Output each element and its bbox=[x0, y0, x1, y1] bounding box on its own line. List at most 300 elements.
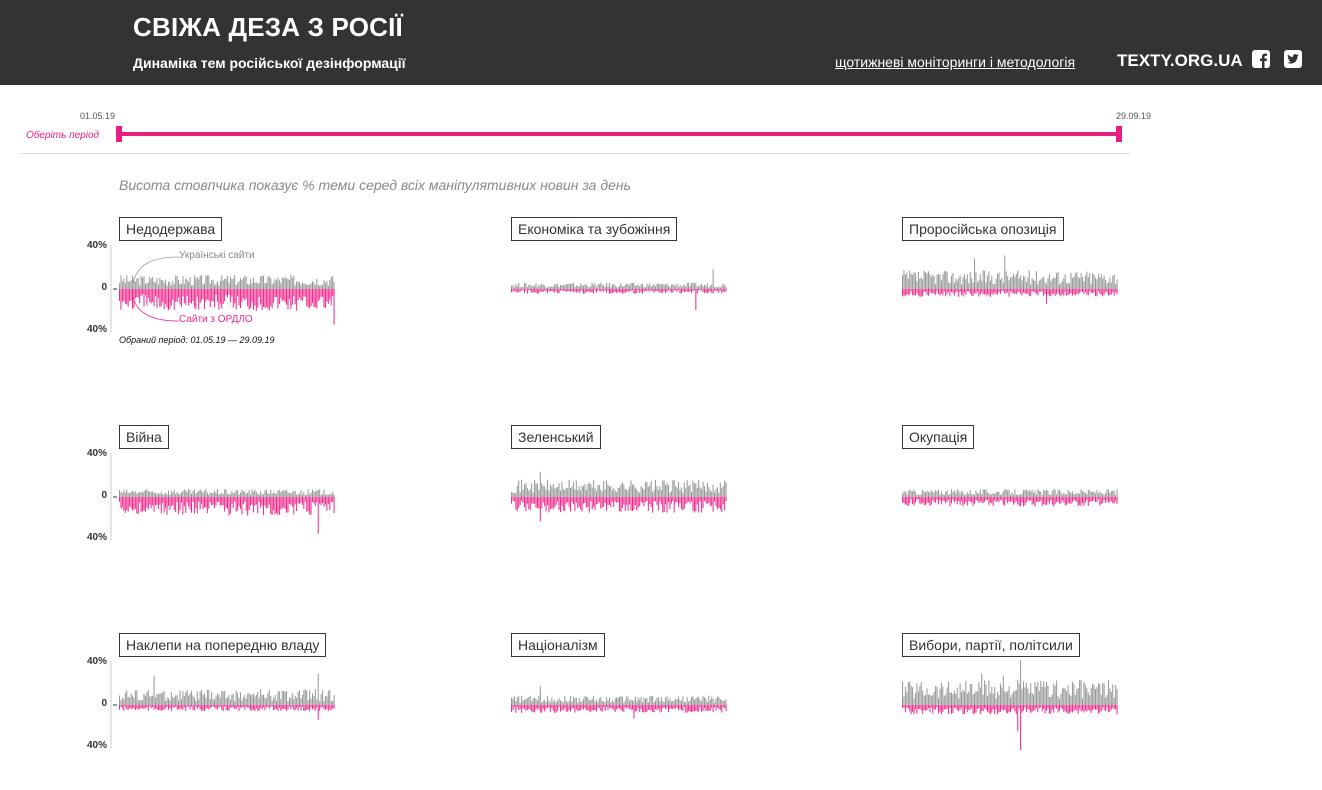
bar-ua bbox=[988, 681, 989, 705]
bar-ordlo bbox=[1086, 705, 1087, 712]
bar-ua bbox=[945, 271, 946, 289]
bar-ordlo bbox=[515, 705, 516, 713]
bar-ordlo bbox=[659, 289, 660, 293]
bar-ordlo bbox=[289, 705, 290, 707]
bar-ua bbox=[249, 490, 250, 497]
bar-ordlo bbox=[156, 289, 157, 308]
bar-ordlo bbox=[308, 705, 309, 709]
bar-ua bbox=[551, 697, 552, 705]
bar-ordlo bbox=[191, 497, 192, 513]
bar-ua bbox=[1014, 489, 1015, 497]
bar-ua bbox=[122, 698, 123, 706]
bar-ordlo bbox=[546, 289, 547, 291]
header-bar bbox=[0, 0, 1322, 85]
bar-ordlo bbox=[293, 289, 294, 296]
bar-ua bbox=[247, 284, 248, 289]
bar-ua bbox=[276, 280, 277, 289]
bar-ua bbox=[128, 493, 129, 497]
bar-ua bbox=[912, 687, 913, 705]
bar-ua bbox=[1075, 494, 1076, 497]
bar-ua bbox=[1004, 255, 1005, 289]
bar-ua bbox=[1030, 285, 1031, 290]
bar-ua bbox=[1109, 493, 1110, 497]
bar-ordlo bbox=[1059, 705, 1060, 711]
bar-ua bbox=[1052, 279, 1053, 289]
bar-ordlo bbox=[169, 497, 170, 510]
bar-ordlo bbox=[994, 705, 995, 714]
bar-ua bbox=[277, 490, 278, 497]
bar-ordlo bbox=[198, 289, 199, 310]
bar-ua bbox=[159, 693, 160, 705]
bar-ua bbox=[721, 488, 722, 497]
bar-ua bbox=[148, 491, 149, 497]
bar-ua bbox=[646, 284, 647, 289]
bar-ordlo bbox=[145, 289, 146, 295]
bar-ua bbox=[620, 485, 621, 497]
bar-ua bbox=[1045, 282, 1046, 289]
bar-ordlo bbox=[322, 497, 323, 503]
bar-ua bbox=[185, 490, 186, 497]
bar-ua bbox=[671, 285, 672, 289]
bar-ua bbox=[631, 481, 632, 498]
bar-ua bbox=[641, 697, 642, 705]
bar-ua bbox=[1009, 280, 1010, 289]
bar-ordlo bbox=[577, 497, 578, 508]
bar-ua bbox=[1063, 278, 1064, 289]
bar-ordlo bbox=[233, 289, 234, 307]
bar-ordlo bbox=[266, 705, 267, 707]
bar-ordlo bbox=[214, 497, 215, 508]
bar-ua bbox=[668, 485, 669, 497]
bar-ua bbox=[909, 271, 910, 289]
bar-ordlo bbox=[671, 705, 672, 709]
bar-ua bbox=[218, 494, 219, 497]
bar-ordlo bbox=[1081, 705, 1082, 711]
bar-ordlo bbox=[240, 497, 241, 509]
bar-ua bbox=[700, 487, 701, 497]
bar-ordlo bbox=[175, 289, 176, 302]
bar-ua bbox=[159, 494, 160, 497]
bar-ua bbox=[326, 494, 327, 497]
bar-ua bbox=[184, 696, 185, 705]
bar-ua bbox=[671, 701, 672, 705]
bar-ua bbox=[658, 284, 659, 289]
bar-ordlo bbox=[200, 705, 201, 709]
bar-ua bbox=[1078, 688, 1079, 705]
bar-ordlo bbox=[1052, 705, 1053, 710]
bar-ua bbox=[230, 277, 231, 289]
bar-ordlo bbox=[1037, 289, 1038, 295]
bar-ordlo bbox=[649, 289, 650, 292]
bar-ordlo bbox=[903, 497, 904, 503]
bar-ua bbox=[221, 493, 222, 497]
bar-ua bbox=[919, 686, 920, 705]
bar-ua bbox=[119, 490, 120, 497]
bar-ua bbox=[1075, 695, 1076, 705]
bar-ordlo bbox=[550, 497, 551, 509]
bar-ordlo bbox=[590, 497, 591, 501]
bar-ordlo bbox=[929, 497, 930, 506]
bar-ua bbox=[1037, 682, 1038, 705]
bar-ua bbox=[646, 698, 647, 705]
bar-ordlo bbox=[1117, 497, 1118, 504]
bar-ordlo bbox=[177, 705, 178, 710]
bar-ordlo bbox=[1009, 497, 1010, 501]
twitter-icon[interactable] bbox=[1284, 50, 1302, 68]
bar-ua bbox=[520, 287, 521, 289]
bar-ua bbox=[1030, 683, 1031, 705]
bar-ua bbox=[603, 481, 604, 497]
bar-ordlo bbox=[295, 497, 296, 504]
bar-ordlo bbox=[207, 705, 208, 708]
bar-ordlo bbox=[567, 497, 568, 502]
bar-ordlo bbox=[587, 497, 588, 507]
bar-ua bbox=[593, 696, 594, 705]
bar-ua bbox=[1036, 271, 1037, 289]
bar-ua bbox=[237, 693, 238, 705]
bar-ua bbox=[980, 490, 981, 497]
methodology-link[interactable]: щотижневі моніторинги і методологія bbox=[835, 54, 1076, 70]
bar-ua bbox=[645, 482, 646, 497]
bar-ua bbox=[138, 278, 139, 289]
bar-ordlo bbox=[128, 705, 129, 710]
chart-panel bbox=[86, 425, 351, 565]
bar-ordlo bbox=[643, 289, 644, 292]
bar-ua bbox=[290, 275, 291, 289]
bar-ua bbox=[287, 701, 288, 705]
bar-ua bbox=[929, 274, 930, 289]
bar-ordlo bbox=[674, 705, 675, 709]
bar-ordlo bbox=[230, 497, 231, 514]
bar-ua bbox=[903, 270, 904, 289]
bar-ordlo bbox=[541, 497, 542, 509]
bar-ordlo bbox=[210, 497, 211, 502]
bar-ordlo bbox=[1017, 497, 1018, 504]
bar-ordlo bbox=[981, 289, 982, 293]
bar-ua bbox=[1037, 284, 1038, 289]
bar-ua bbox=[326, 281, 327, 289]
bar-ordlo bbox=[525, 497, 526, 511]
bar-ordlo bbox=[1108, 289, 1109, 295]
bar-ordlo bbox=[914, 289, 915, 296]
bar-ua bbox=[579, 486, 580, 497]
bar-ordlo bbox=[1112, 289, 1113, 292]
bar-ua bbox=[236, 691, 237, 705]
bar-ordlo bbox=[978, 497, 979, 503]
bar-ua bbox=[200, 275, 201, 289]
bar-ordlo bbox=[620, 705, 621, 710]
bar-ordlo bbox=[267, 705, 268, 707]
bar-ordlo bbox=[223, 289, 224, 304]
bar-ua bbox=[703, 696, 704, 705]
bar-ordlo bbox=[517, 497, 518, 511]
bar-ua bbox=[625, 285, 626, 289]
bar-ordlo bbox=[171, 705, 172, 711]
bar-ordlo bbox=[1078, 497, 1079, 506]
bar-ordlo bbox=[1058, 705, 1059, 712]
bar-ua bbox=[530, 285, 531, 289]
bar-ua bbox=[988, 493, 989, 497]
bar-ua bbox=[217, 281, 218, 289]
bar-ordlo bbox=[911, 289, 912, 291]
bar-ordlo bbox=[122, 705, 123, 708]
bar-ordlo bbox=[316, 705, 317, 708]
bar-ua bbox=[214, 491, 215, 497]
bar-ua bbox=[720, 483, 721, 497]
bar-ordlo bbox=[325, 289, 326, 308]
bar-ua bbox=[159, 278, 160, 289]
bar-ua bbox=[916, 683, 917, 705]
bar-ua bbox=[974, 693, 975, 705]
bar-ordlo bbox=[1042, 705, 1043, 711]
bar-ordlo bbox=[1036, 289, 1037, 294]
bar-ordlo bbox=[201, 289, 202, 300]
bar-ua bbox=[1036, 494, 1037, 497]
bar-ordlo bbox=[541, 289, 542, 292]
bar-ua bbox=[669, 493, 670, 497]
bar-ordlo bbox=[690, 497, 691, 503]
bar-ordlo bbox=[172, 289, 173, 300]
bar-ua bbox=[684, 483, 685, 497]
bar-ua bbox=[302, 494, 303, 497]
bar-ua bbox=[687, 283, 688, 289]
bar-ua bbox=[188, 489, 189, 497]
bar-ordlo bbox=[195, 497, 196, 508]
bar-ordlo bbox=[667, 705, 668, 708]
bar-ordlo bbox=[142, 289, 143, 294]
bar-ordlo bbox=[698, 497, 699, 512]
bar-ordlo bbox=[521, 289, 522, 290]
bar-ua bbox=[921, 277, 922, 289]
bar-ua bbox=[190, 693, 191, 705]
bar-ordlo bbox=[254, 497, 255, 506]
bar-ua bbox=[540, 285, 541, 289]
bar-ordlo bbox=[1017, 705, 1018, 731]
bar-ordlo bbox=[246, 497, 247, 511]
bar-chart bbox=[894, 425, 1134, 565]
bar-ordlo bbox=[587, 705, 588, 710]
bar-ua bbox=[685, 287, 686, 289]
bar-ordlo bbox=[951, 705, 952, 714]
bar-ordlo bbox=[148, 705, 149, 711]
bar-ua bbox=[1026, 683, 1027, 705]
bar-ordlo bbox=[208, 497, 209, 509]
bar-ordlo bbox=[240, 705, 241, 707]
bar-ordlo bbox=[136, 289, 137, 297]
slider-end-handle[interactable] bbox=[1116, 126, 1122, 142]
bar-ordlo bbox=[574, 289, 575, 292]
bar-ua bbox=[1053, 684, 1054, 706]
bar-ua bbox=[928, 271, 929, 289]
bar-ordlo bbox=[298, 705, 299, 711]
bar-ua bbox=[251, 490, 252, 497]
bar-ordlo bbox=[935, 705, 936, 710]
bar-ordlo bbox=[610, 497, 611, 507]
bar-ua bbox=[151, 279, 152, 289]
bar-ordlo bbox=[322, 289, 323, 297]
bar-ua bbox=[582, 486, 583, 497]
bar-ordlo bbox=[204, 289, 205, 309]
bar-ua bbox=[316, 490, 317, 497]
bar-ordlo bbox=[633, 705, 634, 719]
bar-ua bbox=[711, 697, 712, 705]
chart-title: Наклепи на попередню владу bbox=[119, 633, 326, 657]
bar-ua bbox=[1003, 676, 1004, 705]
bar-ua bbox=[321, 285, 322, 289]
bar-ordlo bbox=[164, 705, 165, 710]
bar-ua bbox=[247, 694, 248, 705]
bar-ordlo bbox=[710, 497, 711, 506]
bar-ordlo bbox=[629, 289, 630, 291]
bar-ua bbox=[544, 286, 545, 289]
bar-ordlo bbox=[286, 289, 287, 305]
bar-ordlo bbox=[945, 289, 946, 296]
bar-ua bbox=[694, 700, 695, 705]
bar-ordlo bbox=[954, 705, 955, 708]
bar-ordlo bbox=[191, 705, 192, 707]
bar-ua bbox=[1006, 692, 1007, 705]
bar-ua bbox=[234, 275, 235, 289]
bar-ordlo bbox=[517, 705, 518, 707]
bar-ua bbox=[1013, 274, 1014, 289]
bar-ua bbox=[635, 697, 636, 705]
bar-ua bbox=[925, 272, 926, 289]
bar-ua bbox=[692, 481, 693, 497]
bar-ordlo bbox=[250, 289, 251, 308]
bar-ordlo bbox=[560, 497, 561, 512]
bar-ordlo bbox=[1049, 289, 1050, 296]
bar-ordlo bbox=[270, 497, 271, 514]
bar-ua bbox=[681, 487, 682, 497]
bar-ua bbox=[968, 283, 969, 289]
facebook-icon[interactable] bbox=[1252, 50, 1270, 68]
y-tick-label: 0 bbox=[101, 282, 107, 293]
period-slider-track[interactable] bbox=[118, 132, 1121, 136]
bar-ua bbox=[703, 286, 704, 289]
bar-ua bbox=[178, 280, 179, 289]
bar-ordlo bbox=[321, 497, 322, 505]
bar-ua bbox=[615, 698, 616, 705]
bar-ua bbox=[1058, 490, 1059, 497]
bar-ua bbox=[704, 285, 705, 289]
bar-ordlo bbox=[139, 705, 140, 709]
bar-ua bbox=[574, 489, 575, 497]
bar-ordlo bbox=[194, 289, 195, 308]
bar-ordlo bbox=[293, 705, 294, 710]
bar-ua bbox=[123, 279, 124, 289]
slider-start-handle[interactable] bbox=[116, 126, 122, 142]
bar-ordlo bbox=[955, 289, 956, 293]
bar-ordlo bbox=[155, 497, 156, 505]
bar-ua bbox=[1024, 277, 1025, 289]
bar-ordlo bbox=[305, 497, 306, 502]
bar-ordlo bbox=[1050, 705, 1051, 713]
bar-ordlo bbox=[161, 705, 162, 711]
bar-ordlo bbox=[987, 705, 988, 712]
bar-ua bbox=[942, 494, 943, 497]
bar-ordlo bbox=[671, 497, 672, 504]
bar-ua bbox=[546, 287, 547, 289]
bar-ordlo bbox=[289, 289, 290, 299]
y-tick-label: 40% bbox=[86, 532, 107, 543]
bar-ua bbox=[270, 278, 271, 289]
bar-ordlo bbox=[908, 497, 909, 506]
bar-ordlo bbox=[1059, 289, 1060, 295]
chart-title: Недодержава bbox=[119, 217, 222, 241]
bar-ua bbox=[177, 492, 178, 497]
bar-ordlo bbox=[710, 705, 711, 711]
bar-ua bbox=[1105, 493, 1106, 497]
bar-ua bbox=[1083, 281, 1084, 289]
bar-ua bbox=[658, 490, 659, 497]
bar-ordlo bbox=[607, 497, 608, 505]
bar-ua bbox=[724, 701, 725, 705]
bar-ua bbox=[187, 690, 188, 705]
bar-ua bbox=[319, 701, 320, 705]
bar-ordlo bbox=[596, 705, 597, 712]
bar-ordlo bbox=[932, 497, 933, 500]
bar-ordlo bbox=[1056, 705, 1057, 708]
bar-ordlo bbox=[306, 289, 307, 306]
bar-ua bbox=[905, 491, 906, 497]
bar-ua bbox=[275, 279, 276, 289]
brand-link[interactable]: TEXTY.ORG.UA bbox=[1117, 51, 1243, 70]
bar-ua bbox=[194, 489, 195, 497]
bar-ordlo bbox=[566, 497, 567, 504]
bar-ordlo bbox=[1026, 289, 1027, 294]
bar-ordlo bbox=[541, 705, 542, 712]
bar-ua bbox=[135, 691, 136, 705]
bar-ua bbox=[659, 285, 660, 290]
bar-ua bbox=[257, 284, 258, 289]
bar-ordlo bbox=[1085, 289, 1086, 292]
bar-ua bbox=[954, 283, 955, 289]
bar-ordlo bbox=[1030, 289, 1031, 296]
bar-ordlo bbox=[227, 497, 228, 509]
bar-ua bbox=[639, 700, 640, 705]
bar-ordlo bbox=[600, 289, 601, 292]
bar-ua bbox=[267, 277, 268, 289]
bar-ordlo bbox=[713, 497, 714, 512]
bar-ua bbox=[638, 697, 639, 705]
bar-ordlo bbox=[939, 705, 940, 712]
bar-ordlo bbox=[675, 705, 676, 708]
bar-ordlo bbox=[138, 289, 139, 298]
bar-ordlo bbox=[603, 497, 604, 507]
bar-ordlo bbox=[151, 705, 152, 708]
bar-ua bbox=[1094, 492, 1095, 497]
bar-ordlo bbox=[188, 497, 189, 506]
bar-ordlo bbox=[1092, 289, 1093, 293]
bar-ordlo bbox=[983, 497, 984, 503]
bar-ua bbox=[1000, 495, 1001, 497]
bar-ordlo bbox=[138, 705, 139, 709]
bar-ordlo bbox=[1106, 289, 1107, 293]
bar-ordlo bbox=[948, 289, 949, 292]
bar-ordlo bbox=[711, 705, 712, 708]
bar-ua bbox=[632, 701, 633, 705]
bar-ua bbox=[158, 493, 159, 497]
bar-ordlo bbox=[1095, 705, 1096, 710]
bar-ua bbox=[981, 674, 982, 706]
bar-ua bbox=[1001, 688, 1002, 706]
bar-ua bbox=[1082, 277, 1083, 289]
bar-ua bbox=[152, 277, 153, 289]
bar-ua bbox=[980, 688, 981, 705]
bar-ordlo bbox=[1007, 705, 1008, 713]
bar-ordlo bbox=[217, 705, 218, 709]
bar-ua bbox=[931, 277, 932, 289]
